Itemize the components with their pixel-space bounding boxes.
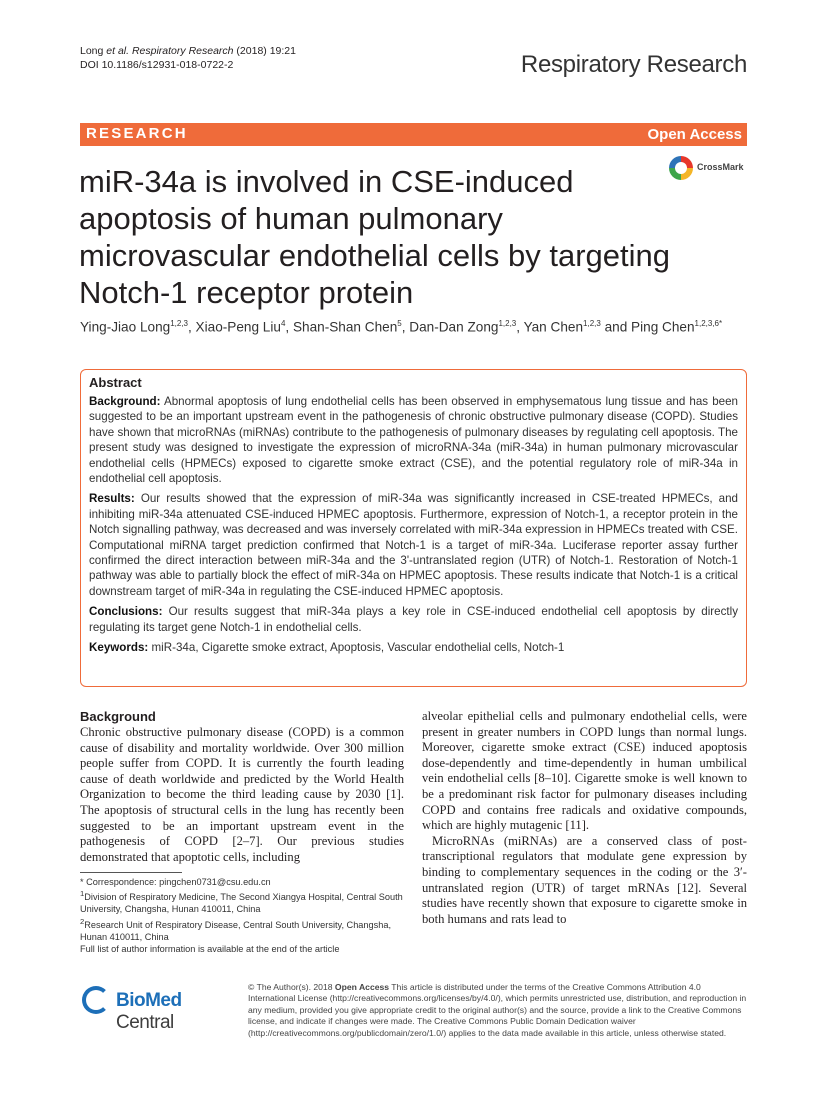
author-name: Shan-Shan Chen bbox=[292, 319, 398, 335]
author-name: Dan-Dan Zong bbox=[409, 319, 499, 335]
abstract-background: Background: Abnormal apoptosis of lung endothelial cells has been observed in emphysematous lung tissue and has been suggested to be an important upstream event in the pathogenesis of chronic obstructive pulmonary disease (COPD). Studies have shown that microRNAs (miRNAs) contribute to the pathogenesis of pulmonary diseases by regulating cell apoptosis. The present study was designed to investigate the expression of microRNA-34a (miR-34a) in human pulmonary microvascular endothelial cells (HPMECs) exposed to cigarette smoke extract (CSE), and the potential regulatory role of miR-34a in endothelial cell apoptosis. bbox=[89, 395, 738, 486]
author-affiliation-marker: 5 bbox=[397, 319, 402, 328]
author-affiliation-marker: 1,2,3 bbox=[170, 319, 188, 328]
author-separator: , bbox=[285, 319, 293, 335]
author-name: Ying-Jiao Long bbox=[80, 319, 171, 335]
author-name: Xiao-Peng Liu bbox=[195, 319, 281, 335]
author-affiliation-marker: 4 bbox=[280, 319, 286, 328]
biomed-central-ring-icon bbox=[82, 986, 110, 1014]
abstract-results: Results: Our results showed that the expression of miR-34a was significantly increased in CSE-treated HPMECs, and inhibiting miR-34a attenuated CSE-induced HPMEC apoptosis. Furthermore, expression of Notch-1, a receptor protein in the Notch signalling pathway, was decreased and was inversely correlated with miR-34a expression in HPMECs treated with CSE. Computational miRNA target prediction confirmed that Notch-1 is a target of miR-34a. Luciferase reporter assay further confirmed the direct interaction between miR-34a and the 3'-untranslated region (UTR) of Notch-1. Restoration of Notch-1 pathway was able to partially block the effect of miR-34a on HPMEC apoptosis. These results indicate that Notch-1 is a critical downstream target of miR-34a in regulating the CSE-induced HPMEC apoptosis. bbox=[89, 492, 738, 598]
biomed-central-logo bbox=[80, 984, 240, 1033]
author-name: Yan Chen bbox=[523, 319, 584, 335]
citation-header bbox=[80, 44, 296, 72]
author-list bbox=[80, 319, 760, 335]
author-info-note: Full list of author information is available at the end of the article bbox=[80, 944, 340, 955]
abstract-conclusions: Conclusions: Our results suggest that miR-34a plays a key role in CSE-induced endothelial cell apoptosis by directly regulating its target gene Notch-1 in endothelial cells. bbox=[89, 605, 738, 634]
author-separator: , bbox=[516, 319, 524, 335]
affiliation-2: $^2$Research Unit of Respiratory Disease, Central South University, Changsha, Hunan 410011, China bbox=[80, 916, 391, 942]
doi[interactable]: DOI 10.1186/s12931-018-0722-2 bbox=[80, 59, 234, 71]
author-separator: , bbox=[187, 319, 196, 335]
abstract-box bbox=[80, 369, 747, 687]
author-separator: , bbox=[401, 319, 410, 335]
journal-name: Respiratory Research bbox=[520, 51, 747, 78]
body-paragraph: alveolar epithelial cells and pulmonary endothelial cells, were present in greater numbers in COPD lungs than normal lungs. Moreover, cigarette smoke extract (CSE) induced apoptosis dose-dependently and time-dependently in human umbilical vein endothelial cells [8–10]. Cigarette smoke is well known to be a predominant risk factor for pulmonary diseases including COPD and contains free radicals and oxidative compounds, which are highly mutagenic [11]. bbox=[422, 709, 747, 833]
article-title: miR-34a is involved in CSE-induced apoptosis of human pulmonary microvascular endothelial cells by targeting Notch-1 receptor protein bbox=[79, 164, 671, 310]
correspondence: * Correspondence: pingchen0731@csu.edu.cn bbox=[80, 877, 271, 887]
author-affiliation-marker: 1,2,3 bbox=[583, 319, 601, 328]
author-separator: and bbox=[600, 319, 632, 335]
body-column-left bbox=[80, 709, 404, 865]
publisher-name: BioMed Central bbox=[116, 990, 182, 1033]
body-paragraph: MicroRNAs (miRNAs) are a conserved class of post-transcriptional regulators that modulate gene expression by binding to complementary sequences in the coding or the 3′-untranslated region (UTR) of target mRNAs [12]. Several studies have recently shown that exposure to cigarette smoke in both humans and rats lead to bbox=[422, 833, 747, 926]
crossmark-label: CrossMark bbox=[697, 162, 744, 172]
license-statement: © The Author(s). 2018 Open Access This article is distributed under the terms of the Creative Commons Attribution 4.0 International License (http://creativecommons.org/licenses/by/4.0/), which permits unrestricted use, distribution, and reproduction in any medium, provided you give appropriate credit to the original author(s) and the source, provide a link to the Creative Commons license, and indicate if changes were made. The Creative Commons Public Domain Dedication waiver (http://creativecommons.org/publicdomain/zero/1.0/) applies to the data made available in this article, unless otherwise stated. bbox=[248, 982, 747, 1038]
open-access-label: Open Access bbox=[647, 126, 742, 143]
body-paragraph: Chronic obstructive pulmonary disease (COPD) is a common cause of disability and mortality worldwide. Over 300 million people suffer from COPD. It is currently the fourth leading cause of death worldwide and predicted by the World Health Organization to become the third leading cause by 2030 [1]. The apoptosis of structural cells in the lung has recently been suggested to be an important upstream event in the pathogenesis of COPD [2–7]. Our previous studies demonstrated that apoptotic cells, including bbox=[80, 725, 404, 864]
abstract-keywords: Keywords: miR-34a, Cigarette smoke extract, Apoptosis, Vascular endothelial cells, Notch-1 bbox=[89, 641, 565, 655]
affiliation-1: $^1$Division of Respiratory Medicine, The Second Xiangya Hospital, Central South University, Changsha, Hunan 410011, China bbox=[80, 889, 403, 915]
citation-line: Long et al. Respiratory Research (2018) 19:21 bbox=[80, 45, 296, 57]
footnotes bbox=[80, 876, 404, 955]
section-heading-background: Background bbox=[80, 709, 156, 724]
footnote-rule bbox=[80, 872, 182, 873]
article-type-label: RESEARCH bbox=[86, 125, 188, 142]
author-affiliation-marker: 1,2,3 bbox=[498, 319, 517, 328]
author-affiliation-marker: 1,2,3,6* bbox=[694, 319, 723, 328]
abstract-heading: Abstract bbox=[89, 375, 142, 390]
body-column-right bbox=[422, 709, 747, 927]
author-name: Ping Chen bbox=[631, 319, 695, 335]
crossmark-badge[interactable] bbox=[669, 156, 749, 184]
article-type-band bbox=[80, 123, 747, 146]
